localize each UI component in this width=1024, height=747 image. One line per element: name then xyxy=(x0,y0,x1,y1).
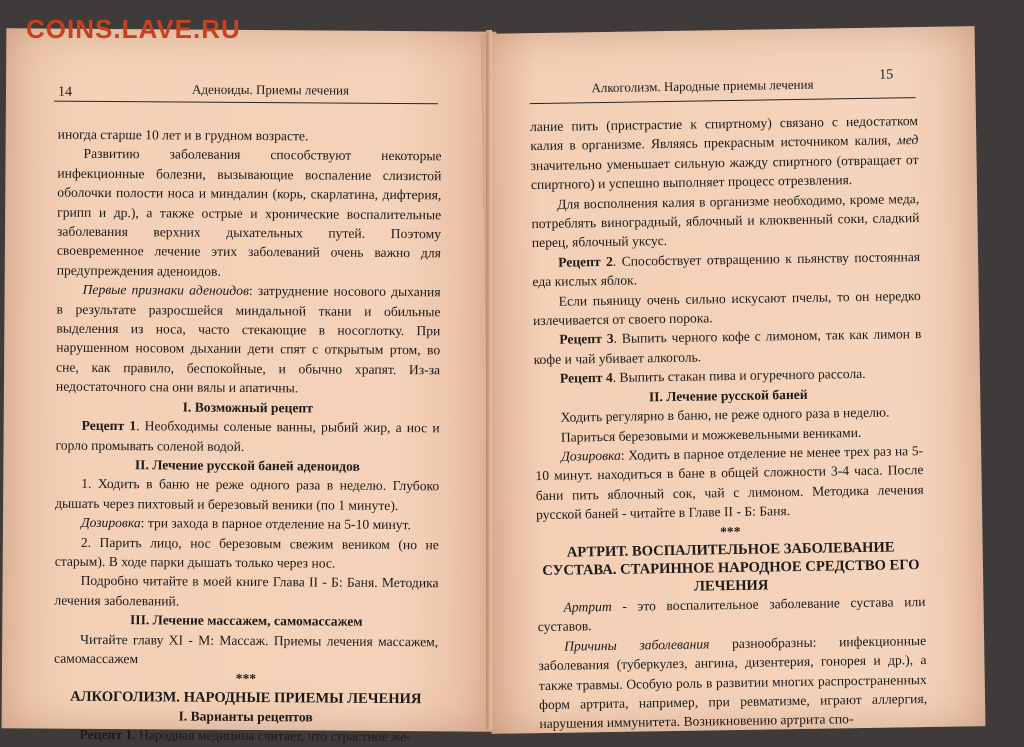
section-heading: III. Лечение массажем, самомассажем xyxy=(129,612,363,629)
paragraph: Рецепт 4. Выпить стакан пива и огуречного рассола. xyxy=(559,366,866,386)
paragraph: Причины заболевания разнообразны: инфекционные заболевания (туберкулез, ангина, дизентерия, гонорея и др.), а также травмы. Особую роль в развитии многих распространенных форм артрита, например, при ревматизме, играют аллергия, нарушения иммунитета. Возникновению артрита спо- xyxy=(538,632,928,732)
section-heading: I. Варианты рецептов xyxy=(178,708,313,725)
section-heading: II. Лечение русской баней аденоидов xyxy=(134,457,360,474)
page-number: 15 xyxy=(879,67,894,83)
paragraph: Подробно читайте в моей книге Глава II - Б: Баня. Методика лечения заболеваний. xyxy=(54,573,439,609)
paragraph: иногда старше 10 лет и в грудном возрасте. xyxy=(57,126,309,144)
paragraph: Артрит - это воспалительное заболевание сустава или суставов. xyxy=(537,593,926,635)
chapter-title: АРТРИТ. ВОСПАЛИТЕЛЬНОЕ ЗАБОЛЕВАНИЕ СУСТАВА. СТАРИННОЕ НАРОДНОЕ СРЕДСТВО ЕГО ЛЕЧЕНИЯ xyxy=(542,539,920,595)
header-rule xyxy=(54,101,438,105)
book-gutter xyxy=(486,30,492,730)
paragraph: Рецепт 2. Способствует отвращению к пьянству постоянная еда кислых яблок. xyxy=(532,248,921,290)
paragraph: Если пьяницу очень сильно искусают пчелы, то он нередко излечивается от своего порока. xyxy=(532,287,921,329)
paragraph: Читайте главу XI - М: Массаж. Приемы лечения массажем, самомассажем xyxy=(54,631,439,667)
left-page xyxy=(2,28,497,745)
running-head: Аденоиды. Приемы лечения xyxy=(191,81,350,98)
paragraph: Рецепт 1. Необходимы соленые ванны, рыбий жир, а нос и горло промывать соленой водой. xyxy=(55,417,440,454)
left-body xyxy=(53,125,441,747)
paragraph: Для восполнения калия в организме необходимо, кроме меда, потреблять виноградный, яблочный и клюквенный соки, сладкий перец, яблочный уксус. xyxy=(531,190,920,251)
separator-stars: *** xyxy=(235,671,257,687)
paragraph: Дозировка: три захода в парное отделение на 5-10 минут. xyxy=(80,514,411,533)
paragraph: Дозировка: Ходить в парное отделение не менее трех раз на 5-10 минут. находиться в бане в общей сложности 3-4 часа. После бани пить яблочный сок, чай с лимоном. Методика лечения русской баней - читайте в Главе II - Б: Баня. xyxy=(535,442,924,523)
running-head: Алкоголизм. Народные приемы лечения xyxy=(591,76,814,96)
chapter-title: АЛКОГОЛИЗМ. НАРОДНЫЕ ПРИЕМЫ ЛЕЧЕНИЯ xyxy=(70,688,422,707)
paragraph: Развитию заболевания способствуют некоторые инфекционные болезни, вызывающие воспаление слизистой оболочки полости носа и миндалин (корь, скарлатина, дифтерия, грипп и др.), а также острые и хронические воспалительные заболевания верхних дыхательных путей. Поэтому своевременное лечение этих заболеваний очень важно для предупреждения аденоидов. xyxy=(56,146,442,279)
paragraph: Рецепт 3. Выпить черного кофе с лимоном, так как лимон в кофе и чай убивает алкоголь. xyxy=(533,326,922,368)
section-heading: II. Лечение русской баней xyxy=(648,386,808,405)
paragraph: 2. Парить лицо, нос березовым свежим веником (но не старым). В ходе парки дышать только через нос. xyxy=(54,534,439,571)
paragraph: Рецепт 1. Народная медицина считает, что страстное же- xyxy=(79,727,411,745)
paragraph: Первые признаки аденоидов: затруднение носового дыхания в результате разросшейся миндальной ткани и обильные выделения из носа, часто стекающие в носоглотку. При нарушенном носовом дыхании дети спят с открытым ртом, во сне, как правило, беспокойные, и обычно храпят. Из-за недостаточного сна они вялы и апатичны. xyxy=(55,282,441,396)
paragraph: 1. Ходить в баню не реже одного раза в неделю. Глубоко дышать через пихтовый и березовый веники (по 1 минуте). xyxy=(55,476,440,513)
right-page xyxy=(481,26,986,734)
separator-stars: *** xyxy=(720,523,741,539)
page-number: 14 xyxy=(57,84,73,100)
paragraph: Париться березовыми и можжевельными вениками. xyxy=(560,424,862,445)
right-body xyxy=(530,111,928,734)
paragraph: Ходить регулярно в баню, не реже одного раза в неделю. xyxy=(560,404,890,425)
header-rule xyxy=(530,97,916,104)
watermark: COINS.LAVE.RU xyxy=(26,14,241,44)
paragraph: лание пить (пристрастие к спиртному) связано с недостатком калия в организме. Являясь прекрасным источником калия, мед значительно уменьшает сильную жажду спиртного (отвращает от спиртного) и успешно выполняет процесс отрезвления. xyxy=(529,113,919,193)
section-heading: I. Возможный рецепт xyxy=(182,399,313,416)
